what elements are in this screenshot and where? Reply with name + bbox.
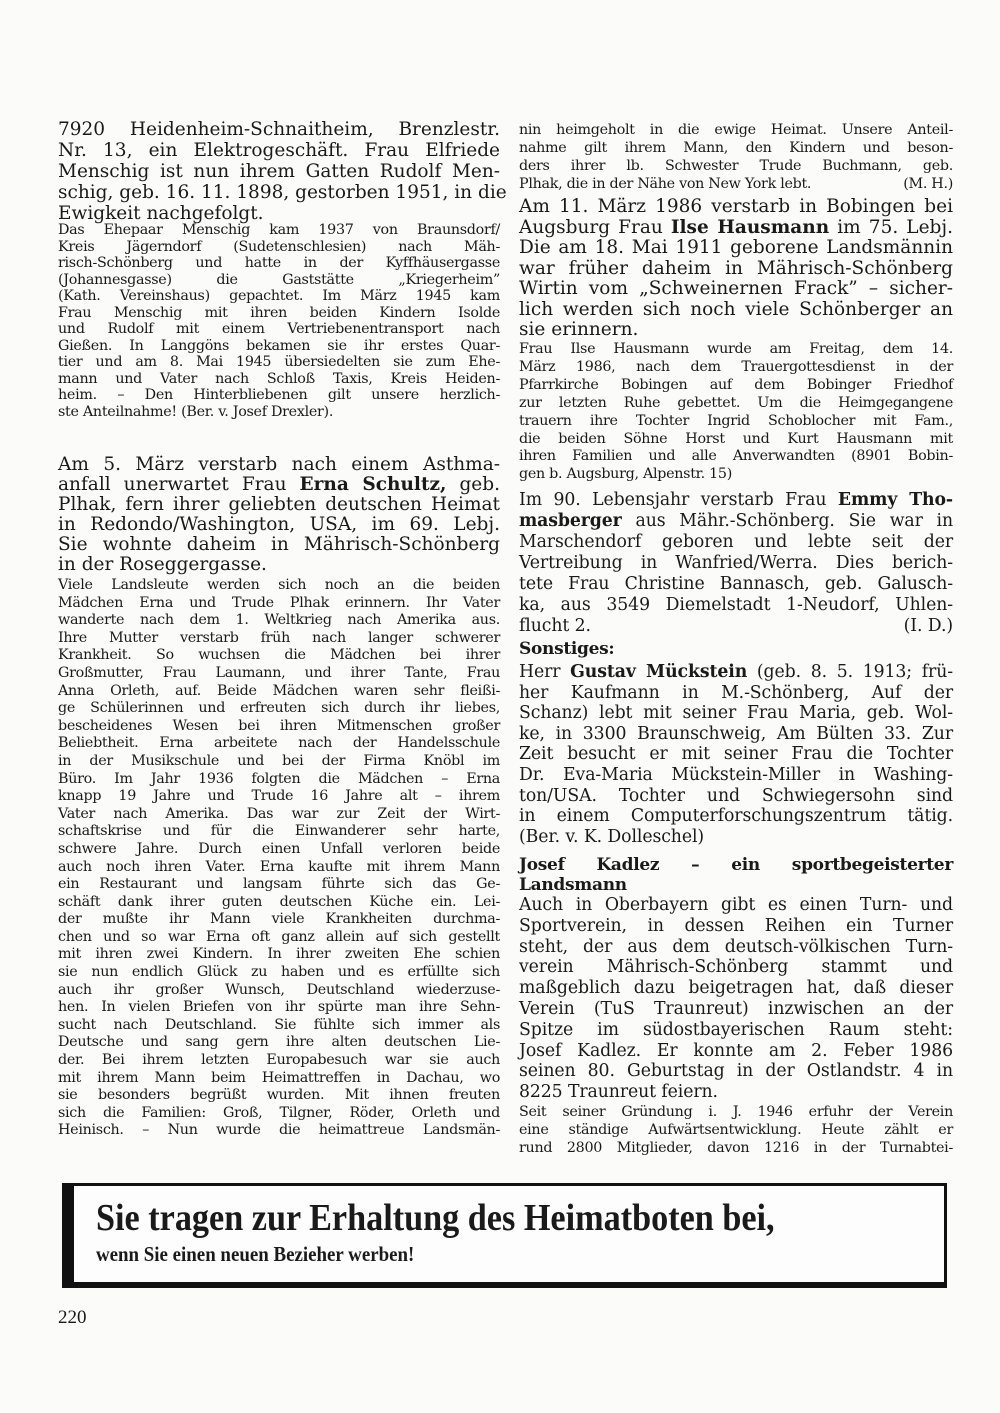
text-line: sich die Familien: Groß, Tilgner, Röder, Orleth und — [58, 1104, 500, 1121]
text-line: Schanz) lebt mit seiner Frau Maria, geb. Wol- — [519, 703, 953, 724]
text-line: die beiden Söhne Horst und Kurt Hausmann mit — [519, 430, 953, 447]
text-line: tier und am 8. Mai 1945 übersiedelten sie zum Ehe- — [58, 354, 500, 370]
article-menschig-intro — [58, 119, 507, 224]
text-line: Wirtin vom „Schweinernen Frack” – sicher- — [519, 278, 953, 299]
text-line: in Redondo/Washington, USA, im 69. Lebj. — [58, 514, 500, 535]
text-line: Verein (TuS Traunreut) inzwischen an der — [519, 998, 953, 1019]
text-line: trauern ihre Tochter Ingrid Schoblocher mit Fam., — [519, 412, 953, 429]
article-schultz-continued — [519, 121, 953, 193]
text-line: ein Restaurant und langsam führte sich das Ge- — [58, 876, 500, 893]
text-line: Menschig ist nun ihrem Gatten Rudolf Men- — [58, 161, 500, 182]
text-line: bescheidenes Wesen bei ihren Mitmenschen großer — [58, 717, 500, 734]
text-segment: geb. — [446, 474, 500, 495]
text-line: ste Anteilnahme! (Ber. v. Josef Drexler). — [58, 403, 334, 420]
section-heading-sonstiges — [519, 639, 953, 660]
text-line: Großmutter, Frau Laumann, und ihrer Tante, Frau — [58, 664, 500, 681]
article-kadlez-intro — [519, 895, 953, 1103]
text-line: seinen 80. Geburtstag in der Ostlandstr. 4 in — [519, 1061, 953, 1082]
banner-subtitle: wenn Sie einen neuen Bezieher werben! — [96, 1242, 415, 1266]
text-line: schwere Jahre. Durch einen Unfall verloren beide — [58, 840, 500, 857]
text-line — [519, 662, 953, 683]
text-line: rund 2800 Mitglieder, davon 1216 in der Turnabtei- — [519, 1140, 953, 1156]
bold-name: Emmy Tho- — [837, 490, 953, 510]
text-line: nin heimgeholt in die ewige Heimat. Unsere Anteil- — [519, 122, 953, 138]
text-line: wanderte nach dem 1. Weltkrieg nach Amerika aus. — [58, 612, 500, 629]
text-line: Landsmann — [519, 875, 627, 895]
text-line: der mußte ihr Mann viele Krankheiten durchma- — [58, 911, 500, 928]
article-menschig-body — [58, 222, 500, 420]
text-line: März 1986, nach dem Trauergottesdienst in der — [519, 358, 953, 375]
text-segment: Herr — [519, 662, 571, 682]
text-line: Am 5. März verstarb nach einem Asthma- — [58, 454, 500, 475]
text-line: war früher daheim in Mährisch-Schönberg — [519, 257, 953, 279]
subscription-banner — [62, 1183, 947, 1288]
text-line: lich werden sich noch viele Schönberger an — [519, 298, 953, 320]
text-line: mann und Vater nach Schloß Taxis, Kreis Heiden- — [58, 370, 500, 387]
text-line: Auch in Oberbayern gibt es einen Turn- und — [519, 895, 953, 915]
text-line: schaftskrise und für die Einwanderer sehr harte, — [58, 823, 500, 840]
text-line: Frau Ilse Hausmann wurde am Freitag, dem 14. — [519, 341, 953, 357]
text-segment: (geb. 8. 5. 1913; frü- — [747, 662, 953, 682]
text-line: schig, geb. 16. 11. 1898, gestorben 1951, in die — [58, 182, 507, 203]
text-line: Ihre Mutter verstarb früh nach langer schwerer — [58, 629, 500, 646]
article-hausmann-body — [519, 341, 953, 484]
text-line — [519, 490, 953, 511]
text-line: sie besonders begrüßt wurden. Mit ihnen freuten — [58, 1087, 500, 1104]
article-hausmann-intro — [519, 197, 953, 341]
text-line: Beliebtheit. Erna arbeitete nach der Handelsschule — [58, 735, 500, 752]
text-line: Zeit besucht er mit seiner Frau die Tochter — [519, 744, 953, 765]
text-line: zur letzten Ruhe gebettet. Um die Heimgegangene — [519, 394, 953, 411]
text-line: schäft dank ihrer guten deutschen Küche ein. Lei- — [58, 893, 500, 910]
article-kadlez-heading — [519, 855, 953, 895]
text-line — [519, 218, 953, 239]
text-line: chen und so war Erna oft ganz allein auf sich gestellt — [58, 928, 500, 945]
text-line: mit ihrem Mann beim Heimattreffen in Dachau, wo — [58, 1069, 500, 1086]
text-segment: im 75. Lebj. — [829, 216, 953, 238]
text-line: in einem Computerforschungszentrum tätig. — [519, 806, 953, 827]
text-line: Ewigkeit nachgefolgt. — [58, 203, 264, 224]
article-schultz-intro — [58, 455, 500, 575]
text-line: steht, der aus dem deutsch-völkischen Turn- — [519, 936, 953, 957]
text-line: Sie wohnte daheim in Mährisch-Schönberg — [58, 534, 500, 555]
text-line: Viele Landsleute werden sich noch an die beiden — [58, 577, 500, 593]
page-number: 220 — [58, 1307, 87, 1328]
text-line: nahme gilt ihrem Mann, den Kindern und beson- — [519, 140, 953, 156]
text-line: sucht nach Deutschland. Sie fühlte sich immer als — [58, 1016, 500, 1033]
banner-title: Sie tragen zur Erhaltung des Heimatboten bei, — [96, 1197, 775, 1239]
text-line: in der Musikschule und bei der Firma Knöbl im — [58, 752, 500, 769]
text-line: mit ihren zwei Kindern. In ihrer zweiten Ehe schien — [58, 946, 500, 963]
text-line: Vater nach Amerika. Das war zur Zeit der Wirt- — [58, 805, 500, 822]
text-line: risch-Schönberg und hatte in der Kyffhäusergasse — [58, 255, 500, 271]
text-line: 7920 Heidenheim-Schnaitheim, Brenzlestr. — [58, 119, 500, 140]
bold-name: Gustav Mückstein — [570, 662, 748, 682]
text-line: Das Ehepaar Menschig kam 1937 von Braunsdorf/ — [58, 222, 500, 238]
text-line — [519, 175, 953, 193]
text-line: auch noch ihren Vater. Erna kaufte mit ihrem Mann — [58, 858, 500, 875]
text-line: Spitze im südostbayerischen Raum steht: — [519, 1019, 953, 1040]
article-thomasberger — [519, 490, 953, 637]
text-line: knapp 19 Jahre und Trude 16 Jahre alt – ihrem — [58, 788, 500, 805]
text-segment: anfall unerwartet Frau — [58, 474, 300, 495]
text-segment: Im 90. Lebensjahr verstarb Frau — [519, 490, 838, 510]
text-line: her Kaufmann in M.-Schönberg, Auf der — [519, 682, 953, 703]
text-line: Sonstiges: — [519, 639, 615, 659]
text-segment: Augsburg Frau — [519, 216, 671, 238]
text-line: Gießen. In Langgöns bekamen sie ihr erstes Quar- — [58, 337, 500, 354]
text-line: Vertreibung in Wanfried/Werra. Dies berich- — [519, 553, 953, 573]
text-line — [58, 475, 500, 495]
text-segment: aus Mähr.-Schönberg. Sie war in — [621, 511, 953, 531]
text-line: maßgeblich dazu beigetragen hat, daß dieser — [519, 978, 953, 999]
text-line — [519, 616, 953, 637]
text-line: eine ständige Aufwärtsentwicklung. Heute zählt er — [519, 1122, 953, 1138]
bold-name: masberger — [519, 511, 622, 531]
text-line: ge Schülerinnen und erfreuten sich durch ihr liebes, — [58, 700, 500, 717]
text-line: Mädchen Erna und Trude Plhak erinnern. Ihr Vater — [58, 594, 500, 611]
text-line: auch ihr großer Wunsch, Deutschland wiederzuse- — [58, 981, 500, 998]
text-line: Frau Menschig mit ihren beiden Kindern Isolde — [58, 304, 500, 321]
text-line: Seit seiner Gründung i. J. 1946 erfuhr der Verein — [519, 1104, 953, 1120]
text-line — [519, 511, 953, 532]
text-segment: flucht 2. — [519, 616, 591, 636]
text-segment: Plhak, die in der Nähe von New York lebt. — [519, 176, 812, 192]
text-line: Marschendorf geboren und lebte seit der — [519, 532, 953, 552]
author-initials: (I. D.) — [903, 616, 953, 636]
text-line: gen b. Augsburg, Alpenstr. 15) — [519, 466, 732, 483]
text-line: Nr. 13, ein Elektrogeschäft. Frau Elfriede — [58, 140, 500, 161]
text-line: und Rudolf mit einem Vertriebenentransport nach — [58, 321, 500, 337]
text-line: (Ber. v. K. Dolleschel) — [519, 826, 705, 847]
text-line: 8225 Traunreut feiern. — [519, 1082, 718, 1103]
text-line: ders ihrer lb. Schwester Trude Buchmann, geb. — [519, 158, 953, 174]
text-line: ihren Familien und alle Anverwandten (8901 Bobin- — [519, 448, 953, 465]
text-line: Kreis Jägerndorf (Sudetenschlesien) nach Mäh- — [58, 238, 500, 255]
text-line: Büro. Im Jahr 1936 folgten die Mädchen – Erna — [58, 770, 500, 787]
text-line: tete Frau Christine Bannasch, geb. Galusch- — [519, 574, 953, 594]
text-line: Plhak, fern ihrer geliebten deutschen Heimat — [58, 494, 500, 515]
text-line: Krankheit. So wuchsen die Mädchen bei ihrer — [58, 647, 500, 664]
text-line: sie nun endlich Glück zu haben und es erfüllte sich — [58, 964, 500, 981]
text-line: verein Mährisch-Schönberg stammt und — [519, 957, 953, 978]
text-line: ton/USA. Tochter und Schwiegersohn sind — [519, 785, 953, 806]
text-line: Deutsche und sang gern ihre alten deutschen Lie- — [58, 1034, 500, 1051]
text-line: hen. In vielen Briefen von ihr spürte man ihre Sehn- — [58, 999, 500, 1016]
text-line: ke, in 3300 Braunschweig, Am Bülten 33. Zur — [519, 723, 953, 744]
text-line: Josef Kadlez. Er konnte am 2. Feber 1986 — [519, 1040, 953, 1061]
text-line: der. Bei ihrem letzten Europabesuch war sie auch — [58, 1052, 500, 1069]
text-line: Sportverein, in dessen Reihen ein Turner — [519, 915, 953, 936]
article-schultz-body — [58, 577, 500, 1140]
article-kadlez-body — [519, 1103, 953, 1157]
text-line: Josef Kadlez – ein sportbegeisterter — [519, 855, 953, 875]
author-initials: (M. H.) — [903, 176, 953, 192]
bold-name: Ilse Hausmann — [670, 216, 830, 238]
article-mueckstein — [519, 662, 953, 847]
text-line: Die am 18. Mai 1911 geborene Landsmännin — [519, 237, 953, 258]
text-line: sie erinnern. — [519, 319, 639, 340]
text-line: ka, aus 3549 Diemelstadt 1-Neudorf, Uhlen- — [519, 595, 953, 615]
text-line: Anna Orleth, auf. Beide Mädchen waren sehr fleißi- — [58, 682, 500, 699]
text-line: Am 11. März 1986 verstarb in Bobingen bei — [519, 196, 953, 217]
text-line: Dr. Eva-Maria Mückstein-Miller in Washing- — [519, 764, 953, 785]
text-line: Pfarrkirche Bobingen auf dem Bobinger Friedhof — [519, 376, 953, 393]
text-line: (Johannesgasse) die Gaststätte „Kriegerheim” — [58, 271, 500, 288]
text-line: Heinisch. – Nun wurde die heimattreue Landsmän- — [58, 1122, 500, 1139]
text-line: in der Roseggergasse. — [58, 554, 267, 575]
text-line: (Kath. Vereinshaus) gepachtet. Im März 1945 kam — [58, 288, 500, 304]
text-line: heim. – Den Hinterbliebenen gilt unsere herzlich- — [58, 387, 500, 403]
bold-name: Erna Schultz, — [299, 474, 447, 495]
